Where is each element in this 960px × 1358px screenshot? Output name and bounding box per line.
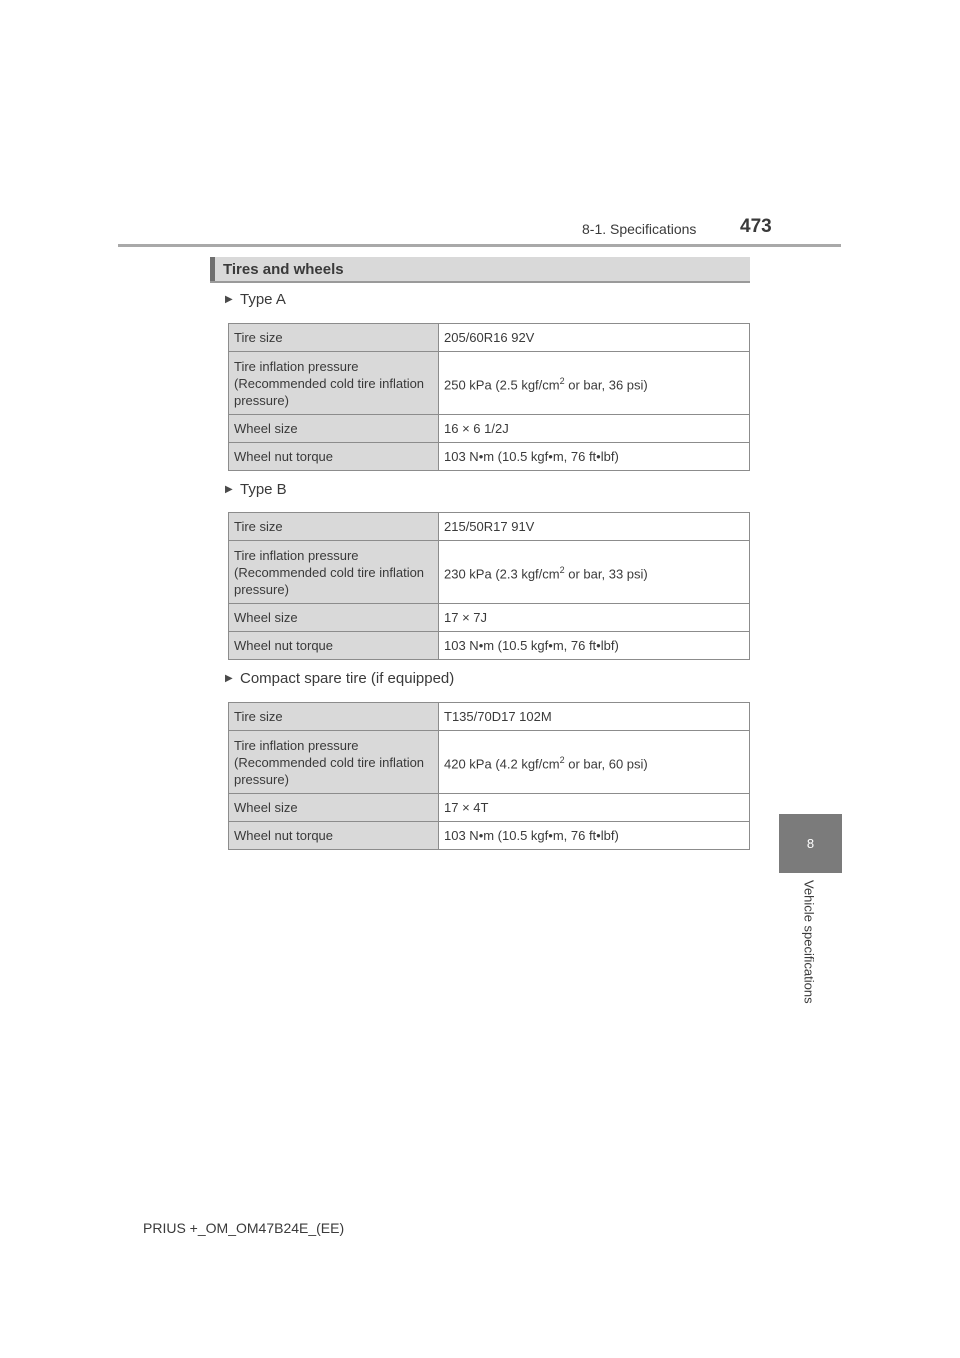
document-footer: PRIUS +_OM_OM47B24E_(EE): [143, 1220, 345, 1236]
table-row: [229, 604, 750, 632]
row-value: [439, 541, 750, 604]
pressure-value: 230 kPa (2.3 kgf/cm: [444, 566, 560, 582]
table-row: [229, 513, 750, 541]
chapter-number: 8: [806, 836, 815, 851]
type-a-heading: [225, 291, 286, 308]
table-row: [229, 703, 750, 731]
table-row: [229, 324, 750, 352]
row-value: 103 N•m (10.5 kgf•m, 76 ft•lbf): [439, 443, 750, 471]
type-b-heading: [225, 481, 287, 498]
table-row: [229, 443, 750, 471]
heading-accent-bar: [210, 257, 215, 281]
row-value: 103 N•m (10.5 kgf•m, 76 ft•lbf): [439, 632, 750, 660]
table-row: [229, 794, 750, 822]
table-row: [229, 731, 750, 794]
spec-table-compact-spare: [228, 702, 750, 850]
row-label: Wheel nut torque: [229, 822, 439, 850]
triangle-bullet-icon: ▶: [225, 673, 233, 684]
page-number: 473: [740, 216, 772, 237]
row-value: [439, 731, 750, 794]
row-value: 205/60R16 92V: [439, 324, 750, 352]
pressure-value-tail: or bar, 33 psi): [564, 566, 648, 582]
triangle-bullet-icon: ▶: [225, 294, 233, 305]
row-label: Wheel size: [229, 794, 439, 822]
type-b-label: Type B: [240, 481, 287, 498]
table-row: [229, 822, 750, 850]
row-label: Tire size: [229, 324, 439, 352]
table-row: [229, 415, 750, 443]
table-row: [229, 541, 750, 604]
pressure-value-tail: or bar, 60 psi): [564, 756, 648, 772]
header-divider: [118, 244, 841, 247]
table-row: [229, 632, 750, 660]
pressure-value: 420 kPa (4.2 kgf/cm: [444, 756, 560, 772]
running-header-section: 8-1. Specifications: [582, 221, 697, 237]
superscript: 2: [559, 375, 565, 386]
row-label: Wheel size: [229, 415, 439, 443]
compact-spare-label: Compact spare tire (if equipped): [240, 670, 455, 687]
superscript: 2: [559, 564, 565, 575]
row-label: Wheel size: [229, 604, 439, 632]
superscript: 2: [559, 754, 565, 765]
pressure-value-tail: or bar, 36 psi): [564, 377, 648, 393]
table-row: [229, 352, 750, 415]
row-value: 17 × 7J: [439, 604, 750, 632]
row-value: 103 N•m (10.5 kgf•m, 76 ft•lbf): [439, 822, 750, 850]
row-label: Wheel nut torque: [229, 632, 439, 660]
row-label: Tire inflation pressure (Recommended cold tire inflation pressure): [229, 352, 439, 415]
section-heading: [210, 257, 750, 283]
pressure-value: 250 kPa (2.5 kgf/cm: [444, 377, 560, 393]
chapter-title: Vehicle specifications: [801, 880, 817, 1004]
spec-table-type-b: [228, 512, 750, 660]
compact-spare-heading: [225, 670, 454, 687]
row-value: 16 × 6 1/2J: [439, 415, 750, 443]
row-label: Wheel nut torque: [229, 443, 439, 471]
row-value: T135/70D17 102M: [439, 703, 750, 731]
spec-table-type-a: [228, 323, 750, 471]
chapter-title-vertical: [797, 880, 821, 1022]
row-label: Tire inflation pressure (Recommended cold tire inflation pressure): [229, 541, 439, 604]
triangle-bullet-icon: ▶: [225, 484, 233, 495]
row-label: Tire size: [229, 703, 439, 731]
section-title: Tires and wheels: [223, 261, 344, 278]
row-value: 215/50R17 91V: [439, 513, 750, 541]
row-label: Tire inflation pressure (Recommended cold tire inflation pressure): [229, 731, 439, 794]
type-a-label: Type A: [240, 291, 286, 308]
row-value: 17 × 4T: [439, 794, 750, 822]
chapter-tab[interactable]: [779, 814, 842, 873]
row-value: [439, 352, 750, 415]
row-label: Tire size: [229, 513, 439, 541]
